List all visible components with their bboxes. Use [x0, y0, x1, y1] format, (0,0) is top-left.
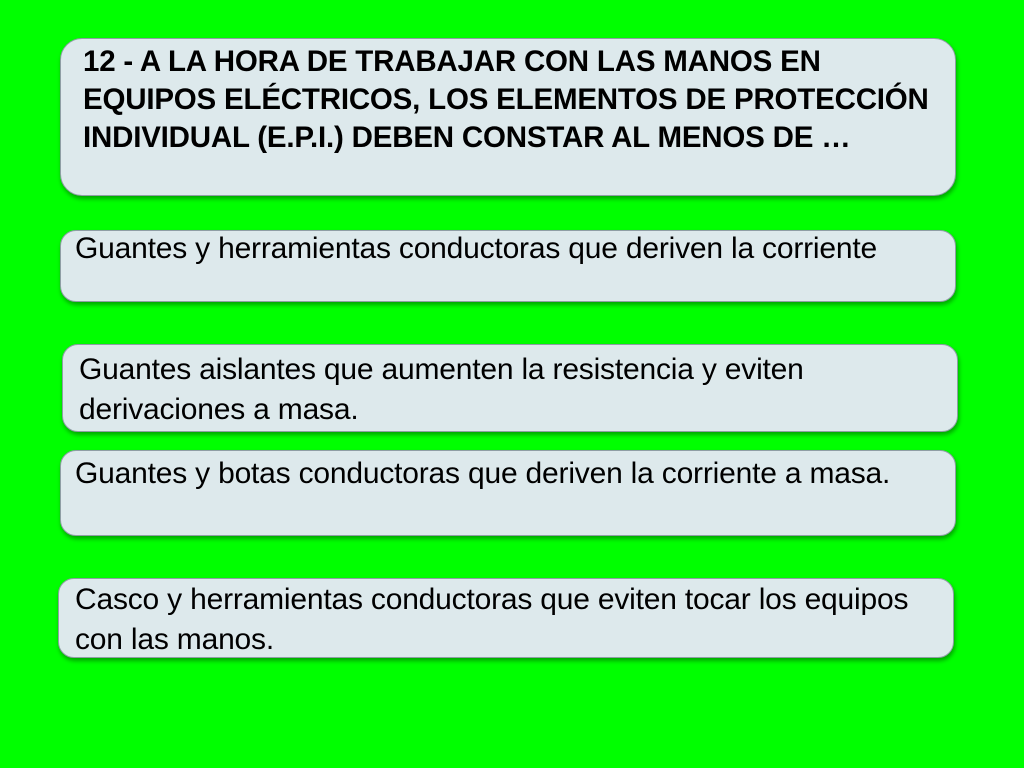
question-text: 12 - A LA HORA DE TRABAJAR CON LAS MANOS EN EQUIPOS ELÉCTRICOS, LOS ELEMENTOS DE PROTECCIÓN INDIVIDUAL (E.P.I.) DEBEN CONSTAR AL MENOS DE …: [83, 45, 929, 154]
answer-option-1[interactable]: [60, 230, 956, 302]
answer-option-2-text: Guantes aislantes que aumenten la resistencia y eviten derivaciones a masa.: [79, 353, 804, 426]
answer-option-3-text: Guantes y botas conductoras que deriven la corriente a masa.: [75, 457, 891, 490]
answer-option-4[interactable]: [58, 578, 954, 658]
answer-option-2[interactable]: [62, 344, 958, 432]
answer-option-1-text: Guantes y herramientas conductoras que deriven la corriente: [75, 232, 877, 265]
answer-option-4-text: Casco y herramientas conductoras que eviten tocar los equipos con las manos.: [75, 583, 909, 656]
answer-option-3[interactable]: [60, 450, 956, 536]
question-card: [60, 38, 956, 196]
